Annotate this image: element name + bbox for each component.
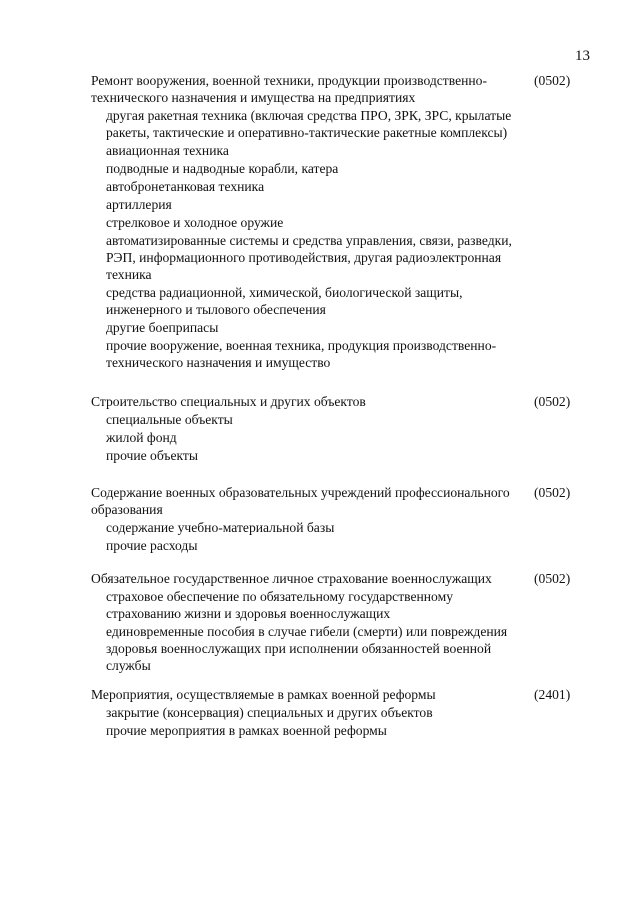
list-item: содержание учебно-материальной базы: [106, 520, 335, 535]
section-insurance: [91, 570, 571, 674]
section-heading-row: [91, 686, 571, 703]
section-military-reform: [91, 686, 571, 739]
section-heading-row: [91, 570, 571, 587]
budget-code: (0502): [534, 485, 571, 500]
section-heading: Обязательное государственное личное страхование военнослужащих: [91, 571, 492, 586]
section-heading-row: [91, 484, 571, 518]
section-construction: [91, 393, 571, 464]
list-item: жилой фонд: [106, 430, 177, 445]
list-item: артиллерия: [106, 197, 172, 212]
list-item: прочие мероприятия в рамках военной реформы: [106, 723, 387, 738]
section-education: [91, 484, 571, 554]
list-item: автобронетанковая техника: [106, 179, 265, 194]
list-item: прочие объекты: [106, 448, 198, 463]
section-weapons-repair: [91, 72, 571, 371]
list-item: прочие вооружение, военная техника, продукция производственно-технического назначения и имущество: [106, 338, 497, 370]
list-item: единовременные пособия в случае гибели (смерти) или повреждения здоровья военнослужащих при исполнении обязанностей военной службы: [106, 624, 508, 673]
section-heading: Ремонт вооружения, военной техники, продукции производственно-технического назначения и имущества на предприятиях: [91, 73, 487, 105]
list-item: автоматизированные системы и средства управления, связи, разведки, РЭП, информационного противодействия, другая радиоэлектронная техника: [106, 233, 512, 282]
section-heading: Содержание военных образовательных учреждений профессионального образования: [91, 485, 510, 517]
section-heading: Мероприятия, осуществляемые в рамках военной реформы: [91, 687, 436, 702]
budget-code: (0502): [534, 73, 571, 88]
section-heading-row: [91, 393, 571, 410]
section-heading-row: [91, 72, 571, 106]
list-item: авиационная техника: [106, 143, 229, 158]
budget-code: (2401): [534, 687, 571, 702]
section-heading: Строительство специальных и других объектов: [91, 394, 366, 409]
list-item: подводные и надводные корабли, катера: [106, 161, 339, 176]
list-item: прочие расходы: [106, 538, 198, 553]
budget-code: (0502): [534, 571, 571, 586]
list-item: страховое обеспечение по обязательному государственному страхованию жизни и здоровья военнослужащих: [106, 589, 453, 621]
list-item: стрелковое и холодное оружие: [106, 215, 284, 230]
page-number: 13: [575, 48, 590, 64]
list-item: другая ракетная техника (включая средства ПРО, ЗРК, ЗРС, крылатые ракеты, тактические и оперативно-тактические ракетные комплексы): [106, 108, 512, 140]
list-item: специальные объекты: [106, 412, 233, 427]
list-item: другие боеприпасы: [106, 320, 219, 335]
list-item: средства радиационной, химической, биологической защиты, инженерного и тылового обеспечения: [106, 285, 463, 317]
budget-code: (0502): [534, 394, 571, 409]
list-item: закрытие (консервация) специальных и других объектов: [106, 705, 433, 720]
